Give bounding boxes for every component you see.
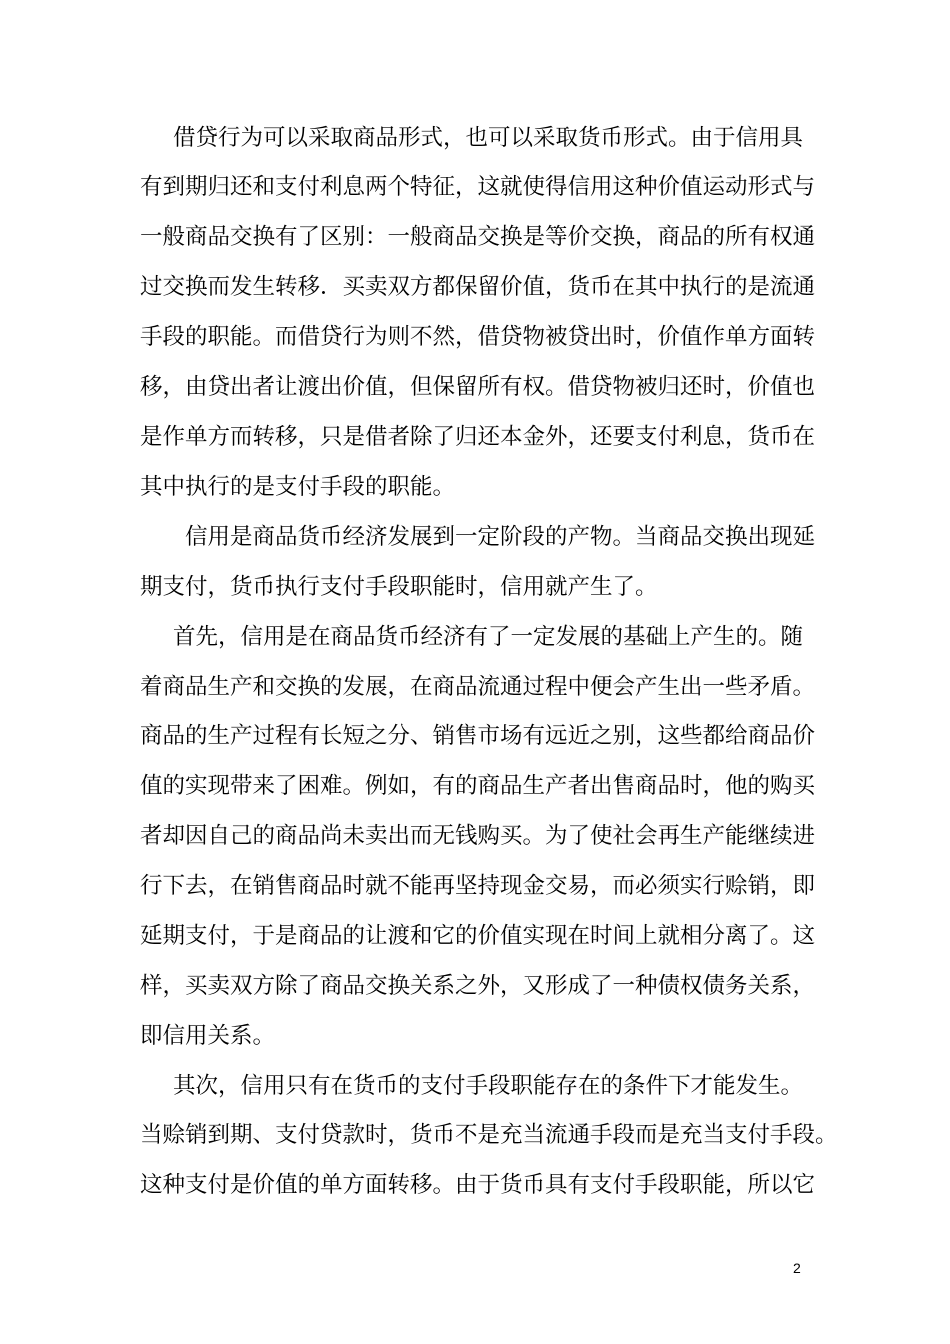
- paragraph-3-line-7: 延期支付，于是商品的让渡和它的价值实现在时间上就相分离了。这: [140, 923, 816, 949]
- paragraph-2-line-1: 信用是商品货币经济发展到一定阶段的产物。当商品交换出现延: [185, 524, 816, 550]
- paragraph-3-line-8: 样，买卖双方除了商品交换关系之外，又形成了一种债权债务关系，: [140, 973, 816, 999]
- paragraph-3-line-5: 者却因自己的商品尚未卖出而无钱购买。为了使社会再生产能继续进: [140, 823, 816, 849]
- paragraph-1-line-2: 有到期归还和支付利息两个特征，这就使得信用这种价值运动形式与: [140, 174, 816, 200]
- paragraph-1-line-7: 是作单方而转移，只是借者除了归还本金外，还要支付利息，货币在: [140, 424, 816, 450]
- paragraph-1-line-4: 过交换而发生转移．买卖双方都保留价值，货币在其中执行的是流通: [140, 274, 816, 300]
- paragraph-3-line-3: 商品的生产过程有长短之分、销售市场有远近之别，这些都给商品价: [140, 723, 816, 749]
- paragraph-3-line-6: 行下去，在销售商品时就不能再坚持现金交易，而必须实行赊销，即: [140, 873, 816, 899]
- paragraph-4-line-2: 当赊销到期、支付贷款时，货币不是充当流通手段而是充当支付手段。: [140, 1122, 838, 1148]
- paragraph-1-line-6: 移，由贷出者让渡出价值，但保留所有权。借贷物被归还时，价值也: [140, 374, 816, 400]
- paragraph-1-line-1: 借贷行为可以采取商品形式，也可以采取货币形式。由于信用具: [173, 125, 804, 151]
- paragraph-1-line-5: 手段的职能。而借贷行为则不然，借贷物被贷出时，价值作单方面转: [140, 324, 816, 350]
- paragraph-3-line-1: 首先，信用是在商品货币经济有了一定发展的基础上产生的。随: [173, 624, 804, 650]
- paragraph-3-line-2: 着商品生产和交换的发展，在商品流通过程中便会产生出一些矛盾。: [140, 674, 816, 700]
- paragraph-2-line-2: 期支付，货币执行支付手段职能时，信用就产生了。: [140, 574, 658, 600]
- paragraph-4-line-3: 这种支付是价值的单方面转移。由于货币具有支付手段职能，所以它: [140, 1172, 816, 1198]
- page-number: 2: [793, 1260, 801, 1276]
- paragraph-3-line-4: 值的实现带来了困难。例如，有的商品生产者出售商品时，他的购买: [140, 773, 816, 799]
- paragraph-4-line-1: 其次，信用只有在货币的支付手段职能存在的条件下才能发生。: [173, 1073, 804, 1099]
- paragraph-1-line-8: 其中执行的是支付手段的职能。: [140, 474, 456, 500]
- paragraph-1-line-3: 一般商品交换有了区别：一般商品交换是等价交换，商品的所有权通: [140, 224, 816, 250]
- paragraph-3-line-9: 即信用关系。: [140, 1023, 276, 1049]
